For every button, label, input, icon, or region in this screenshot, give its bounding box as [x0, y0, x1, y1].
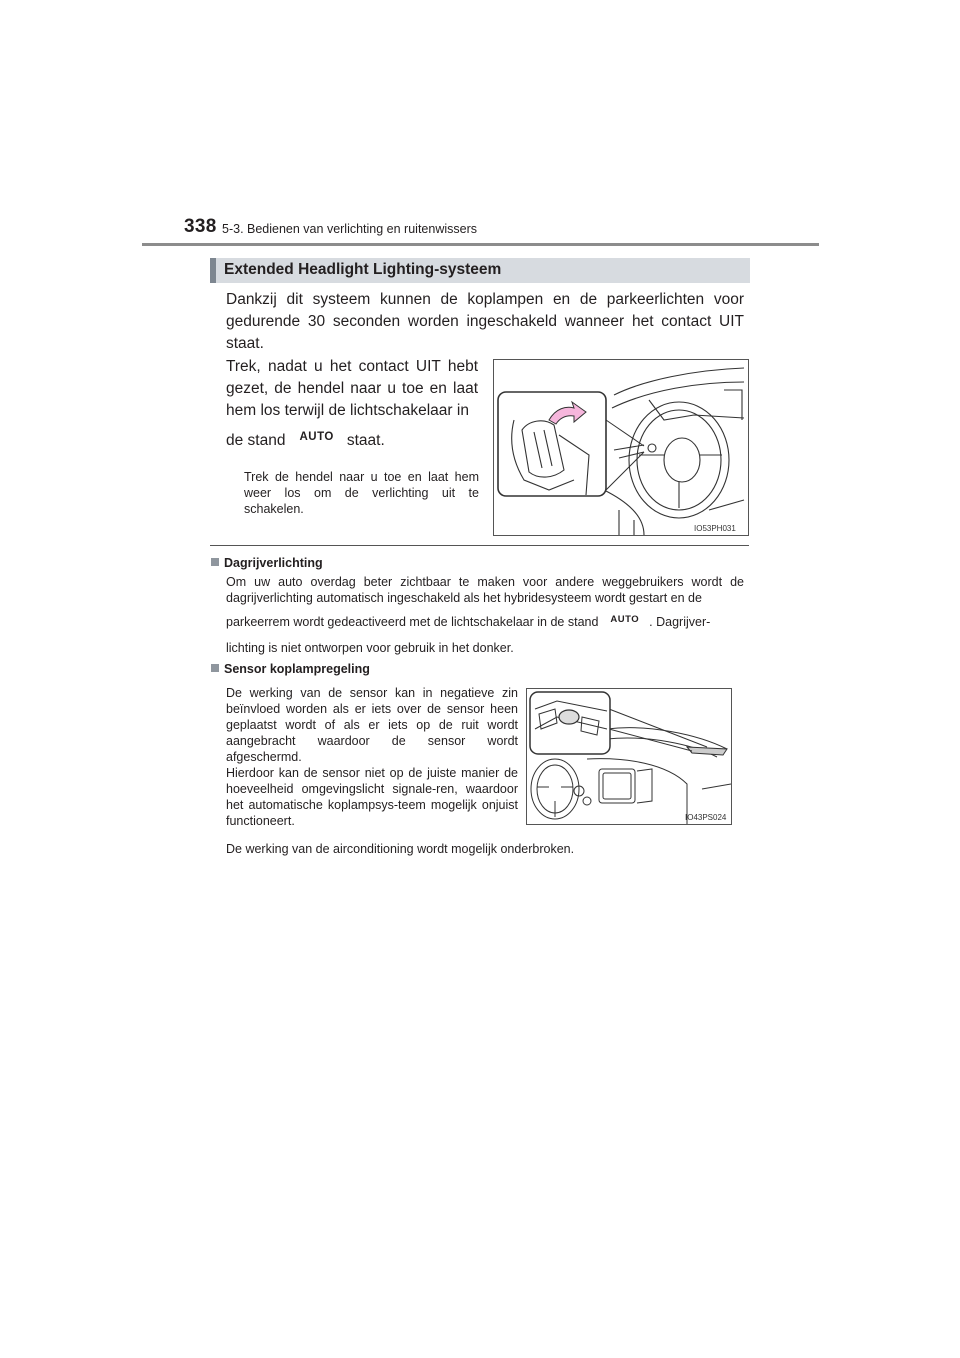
- daytime-lights-line-auto: [226, 615, 710, 629]
- breadcrumb: 5-3. Bedienen van verlichting en ruitenwissers: [222, 222, 477, 236]
- daytime-lights-line4: lichting is niet ontworpen voor gebruik in het donker.: [226, 641, 514, 655]
- instruction-prefix: de stand: [226, 432, 286, 449]
- sensor-text-1: De werking van de sensor kan in negatieve zin beïnvloed worden als er iets over de sensor heen geplaatst wordt of als er iets op de ruit wordt aangebracht waardoor de sensor wordt afgeschermd.: [226, 686, 518, 764]
- heading-sensor-text: Sensor koplampregeling: [224, 662, 370, 676]
- instruction-line-auto: [226, 432, 385, 450]
- heading-daytime-lights-text: Dagrijverlichting: [224, 556, 323, 570]
- intro-paragraph: Dankzij dit systeem kunnen de koplampen en de parkeerlichten voor gedurende 30 seconden worden ingeschakeld wanneer het contact UIT staat.: [226, 291, 744, 352]
- heading-daytime-lights: [211, 556, 323, 570]
- section-divider: [210, 545, 749, 546]
- lever-illustration: [493, 359, 749, 536]
- sensor-illustration-drawing: [527, 689, 731, 824]
- figure-code-1: IO53PH031: [694, 524, 736, 533]
- heading-sensor: [211, 662, 370, 676]
- header-rule: [142, 243, 819, 246]
- section-heading-bar: [210, 258, 750, 283]
- sensor-illustration: [526, 688, 732, 825]
- instruction-paragraph: Trek, nadat u het contact UIT hebt gezet, de hendel naar u toe en laat hem los terwijl de lichtschakelaar in: [226, 358, 478, 419]
- daytime-lights-text: Om uw auto overdag beter zichtbaar te maken voor andere weggebruikers wordt de dagrijverlichting automatisch ingeschakeld als het hybridesysteem wordt gestart en de: [226, 575, 744, 605]
- auto-switch-symbol-small: AUTO: [610, 613, 640, 625]
- bullet-square-icon: [211, 558, 219, 566]
- ac-note: De werking van de airconditioning wordt mogelijk onderbroken.: [226, 842, 575, 856]
- page-number: 338: [184, 216, 217, 237]
- auto-switch-symbol: AUTO: [299, 431, 334, 443]
- section-heading-accent: [210, 258, 216, 283]
- sensor-text-2: Hierdoor kan de sensor niet op de juiste manier de hoeveelheid omgevingslicht signale-ren, waardoor het automatische koplampsys-teem mogelijk onjuist functioneert.: [226, 766, 518, 828]
- instruction-suffix: staat.: [346, 432, 385, 449]
- section-title: Extended Headlight Lighting-systeem: [224, 261, 502, 278]
- lever-illustration-drawing: [494, 360, 748, 535]
- bullet-square-icon: [211, 664, 219, 672]
- figure-code-2: IO43PS024: [685, 813, 727, 822]
- daytime-lights-line3-suffix: . Dagrijver-: [649, 615, 711, 629]
- sensor-text: [226, 685, 518, 829]
- instruction-note: Trek de hendel naar u toe en laat hem weer los om de verlichting uit te schakelen.: [244, 470, 479, 516]
- daytime-lights-line3-prefix: parkeerrem wordt gedeactiveerd met de lichtschakelaar in de stand: [226, 615, 599, 629]
